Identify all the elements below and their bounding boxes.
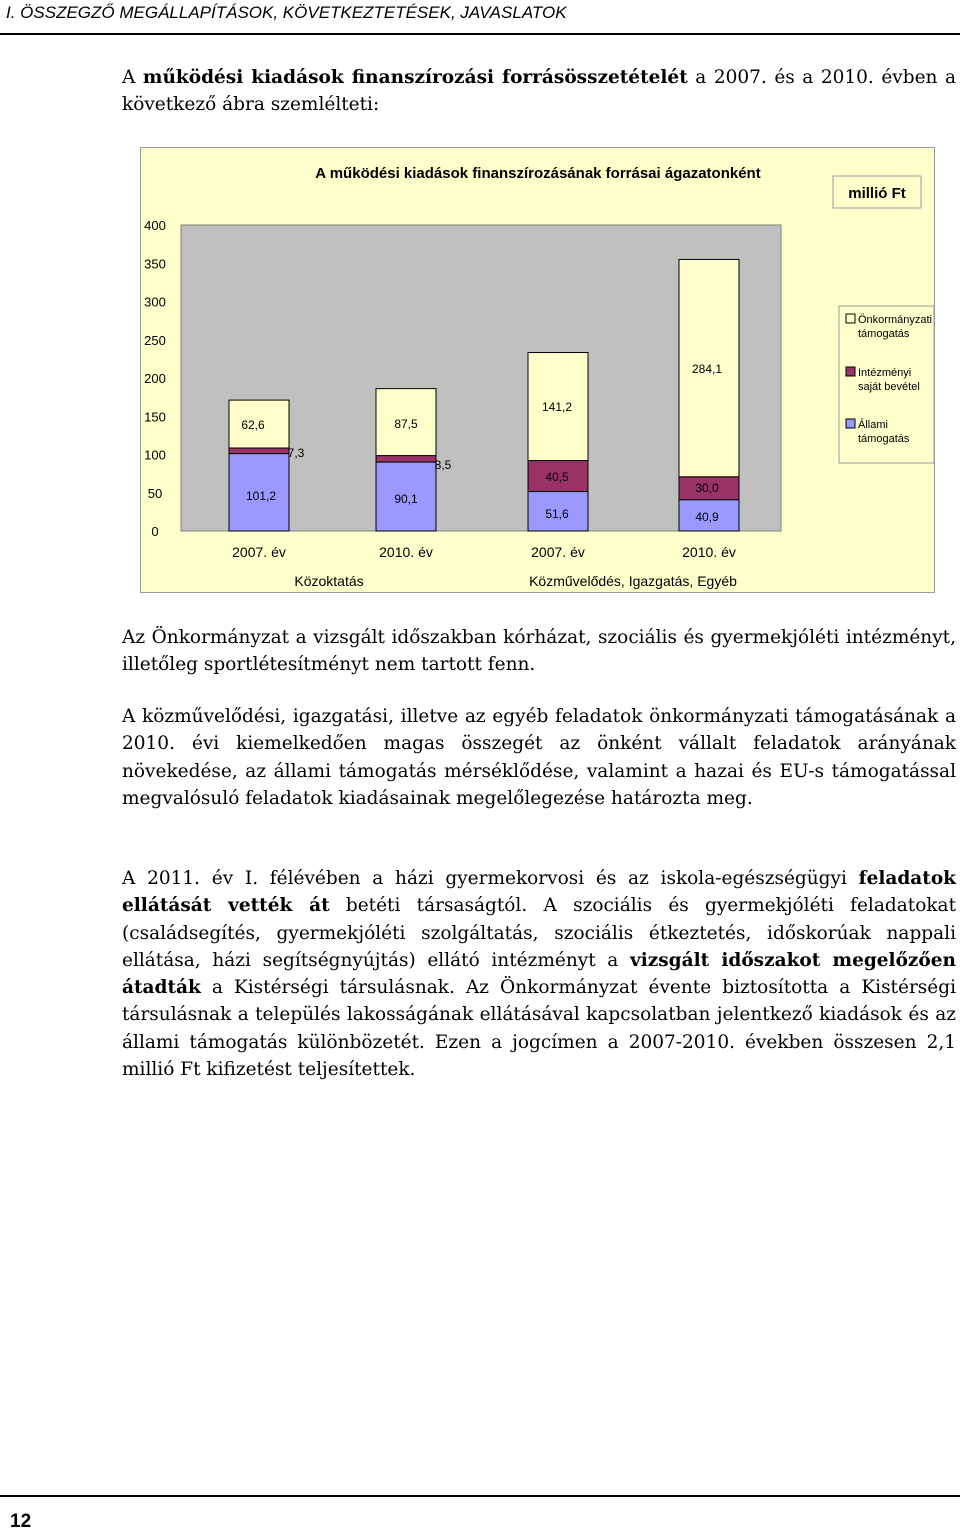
legend-label: támogatás	[858, 433, 910, 445]
paragraph-institutions: Az Önkormányzat a vizsgált időszakban kórházat, szociális és gyermekjóléti intézményt, illetőleg sportlétesítményt nem tartott fenn.	[122, 627, 956, 676]
y-tick-label: 100	[144, 447, 166, 463]
data-label: 62,6	[241, 418, 265, 432]
data-label: 30,0	[695, 481, 719, 495]
legend-label: támogatás	[858, 328, 910, 340]
chart-svg	[141, 148, 936, 594]
data-label: 141,2	[541, 400, 573, 414]
data-label: 51,6	[545, 507, 569, 521]
data-label: 7,3	[287, 446, 305, 460]
y-tick-label: 200	[144, 371, 166, 386]
data-label: 101,2	[245, 489, 277, 503]
legend-label: saját bevétel	[858, 381, 920, 393]
x-tick-label: 2010. év	[682, 544, 736, 560]
intro-paragraph: A működési kiadások finanszírozási forrásösszetételét a 2007. és a 2010. évben a következő ábra szemlélteti:	[122, 67, 956, 116]
x-tick-label: 2007. év	[232, 544, 286, 560]
x-tick-label: 2010. év	[379, 544, 433, 560]
footer-rule	[0, 1495, 960, 1497]
legend-swatch	[846, 367, 855, 376]
group-label: Közoktatás	[294, 573, 364, 589]
data-label: 90,1	[394, 492, 418, 506]
data-label: 40,9	[695, 510, 719, 524]
group-label: Közművelődés, Igazgatás, Egyéb	[529, 573, 737, 589]
y-tick-label: 350	[144, 256, 166, 272]
paragraph-2011-tasks: A 2011. év I. félévében a házi gyermekorvosi és az iskola-egészségügyi feladatok ellátását vették át betéti társaságtól. A szociális és gyermekjóléti feladatokat (családsegítés, gyermekjóléti szolgáltatás, szociális étkeztetés, időskorúak nappali ellátása, házi segítségnyújtás) ellátó intézményt a vizsgált időszakot megelőzően átadták a Kistérségi társulásnak. Az Önkormányzat évente biztosította a Kistérségi társulásnak a település lakosságának ellátásával kapcsolatban jelentkező kiadások és az állami támogatás különbözetét. Ezen a jogcímen a 2007-2010. években összesen 2,1 millió Ft kifizetést teljesítettek.	[122, 868, 957, 1081]
header-rule	[0, 33, 960, 35]
y-tick-label: 0	[151, 524, 159, 539]
legend-label: Önkormányzati	[858, 314, 932, 326]
unit-label: millió Ft	[848, 185, 906, 202]
chart-title: A működési kiadások finanszírozásának forrásai ágazatonként	[315, 165, 761, 182]
bar-segment	[376, 456, 436, 463]
y-tick-label: 150	[144, 409, 166, 425]
data-label: 87,5	[394, 417, 418, 431]
legend-label: Állami	[858, 419, 888, 431]
y-tick-label: 50	[147, 485, 163, 501]
page-header: I. ÖSSZEGZŐ MEGÁLLAPÍTÁSOK, KÖVETKEZTETÉSEK, JAVASLATOK	[6, 3, 567, 22]
page-number: 12	[10, 1511, 32, 1532]
y-tick-label: 300	[144, 294, 166, 310]
data-label: 40,5	[545, 470, 569, 484]
x-tick-label: 2007. év	[531, 544, 585, 560]
legend-swatch	[846, 419, 855, 428]
paragraph-cultural-support: A közművelődési, igazgatási, illetve az egyéb feladatok önkormányzati támogatásának a 2010. évi kiemelkedően magas összegét az önként vállalt feladatok arányának növekedése, az állami támogatás mérséklődése, valamint a hazai és EU-s támogatással megvalósuló feladatok kiadásainak megelőlegezése határozta meg.	[122, 706, 956, 809]
data-label: 284,1	[691, 362, 723, 376]
bar-segment	[229, 448, 289, 454]
data-label: 8,5	[434, 458, 452, 472]
y-tick-label: 250	[144, 332, 166, 348]
funding-chart	[140, 147, 935, 593]
legend-label: Intézményi	[858, 367, 912, 379]
y-tick-label: 400	[144, 218, 166, 233]
legend-swatch	[846, 314, 855, 323]
